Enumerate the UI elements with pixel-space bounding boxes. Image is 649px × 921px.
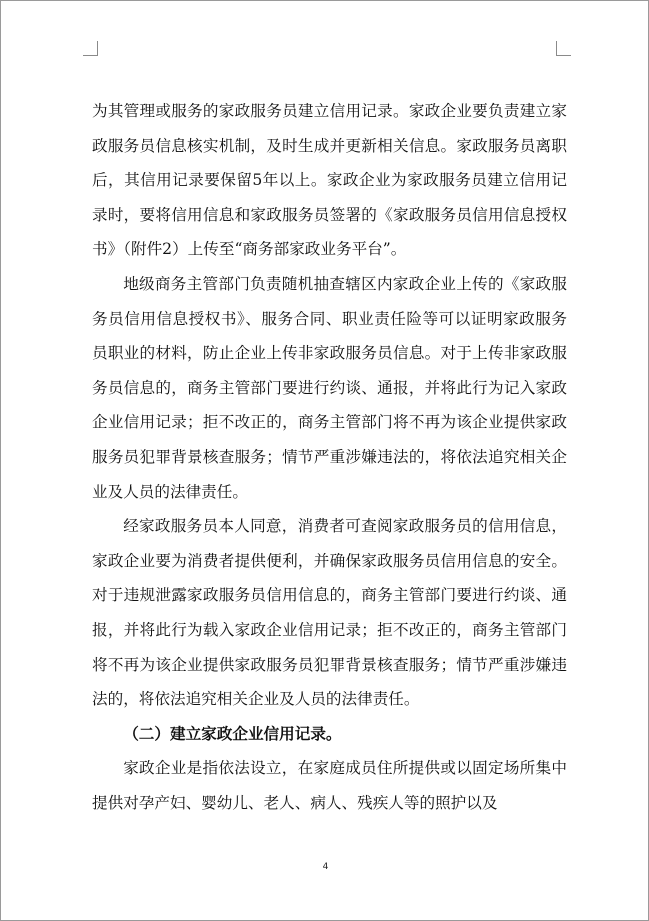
crop-mark-top-left (83, 41, 98, 56)
paragraph-enterprise-definition: 家政企业是指依法设立，在家庭成员住所提供或以固定场所集中提供对孕产妇、婴幼儿、老人、病人、残疾人等的照护以及 (92, 759, 567, 812)
crop-mark-top-right (556, 41, 571, 56)
section-heading: （二）建立家政企业信用记录。 (123, 723, 342, 743)
paragraph-spot-check: 地级商务主管部门负责随机抽查辖区内家政企业上传的《家政服务员信用信息授权书》、服务合同、职业责任险等可以证明家政服务员职业的材料，防止企业上传非家政服务员信息。对于上传非家政服务员信息的，商务主管部门要进行约谈、通报，并将此行为记入家政企业信用记录；拒不改正的，商务主管部门将不再为该企业提供家政服务员犯罪背景核查服务；情节严重涉嫌违法的，将依法追究相关企业及人员的法律责任。 (92, 274, 567, 501)
paragraph-continuation: 为其管理或服务的家政服务员建立信用记录。家政企业要负责建立家政服务员信息核实机制，及时生成并更新相关信息。家政服务员离职后，其信用记录要保留5年以上。家政企业为家政服务员建立信用记录时，要将信用信息和家政服务员签署的《家政服务员信用信息授权书》（附件2）上传至“商务部家政业务平台”。 (92, 102, 567, 259)
page-number: 4 (322, 862, 329, 872)
paragraph-consumer-access: 经家政服务员本人同意，消费者可查阅家政服务员的信用信息，家政企业要为消费者提供便利，并确保家政服务员信用信息的安全。对于违规泄露家政服务员信用信息的，商务主管部门要进行约谈、通报，并将此行为载入家政企业信用记录；拒不改正的，商务主管部门将不再为该企业提供家政服务员犯罪背景核查服务；情节严重涉嫌违法的，将依法追究相关企业及人员的法律责任。 (92, 517, 567, 709)
document-body (92, 94, 567, 820)
